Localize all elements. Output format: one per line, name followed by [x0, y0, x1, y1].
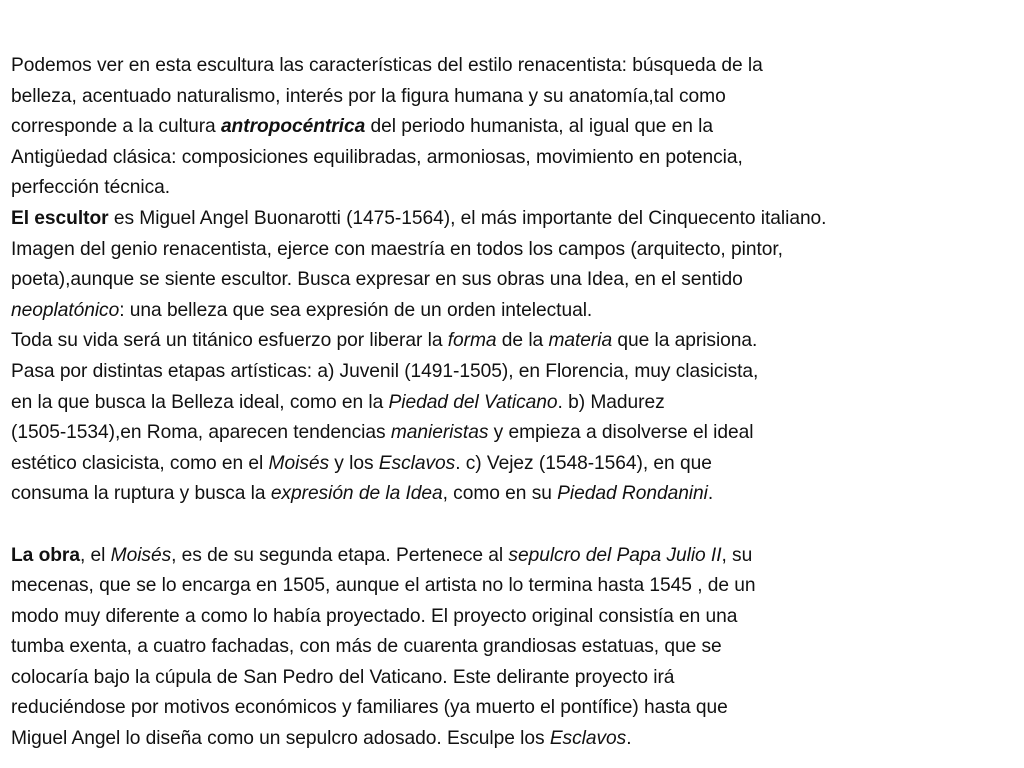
text-run: y empieza a disolverse el ideal [488, 422, 754, 444]
paragraph-2-line-7 [11, 388, 1021, 419]
text-run: en la que busca la Belleza ideal, como en la [11, 391, 389, 413]
emphasis-piedad-del-vaticano: Piedad del Vaticano [388, 391, 558, 413]
text-run: Miguel Angel lo diseña como un sepulcro adosado. Esculpe los [11, 728, 550, 750]
text-run: estético clasicista, como en el [11, 452, 269, 474]
paragraph-3-line-4: tumba exenta, a cuatro fachadas, con más de cuarenta grandiosas estatuas, que se [11, 636, 722, 658]
emphasis-esclavos: Esclavos [378, 452, 456, 474]
text-run: consuma la ruptura y busca la [11, 483, 271, 505]
text-run: . c) Vejez (1548-1564), en que [455, 452, 712, 474]
paragraph-3-line-3: modo muy diferente a como lo había proyectado. El proyecto original consistía en una [11, 605, 738, 627]
text-run: . [626, 728, 632, 750]
emphasis-expresion-de-la-idea: expresión de la Idea [270, 483, 443, 505]
heading-la-obra: La obra [11, 544, 80, 566]
text-block [11, 51, 1021, 755]
paragraph-1-line-5: perfección técnica. [11, 177, 171, 199]
paragraph-1-line-2: belleza, acentuado naturalismo, interés por la figura humana y su anatomía,tal como [11, 85, 726, 107]
paragraph-3-line-7 [11, 724, 1021, 755]
text-run: corresponde a la cultura [11, 116, 221, 138]
text-run: , su [721, 544, 753, 566]
paragraph-2-line-3: poeta),aunque se siente escultor. Busca expresar en sus obras una Idea, en el sentido [11, 269, 743, 291]
paragraph-3-line-1 [11, 541, 1021, 572]
paragraph-1-line-3 [11, 112, 1021, 143]
text-run: y los [329, 452, 379, 474]
paragraph-3-line-2: mecenas, que se lo encarga en 1505, aunque el artista no lo termina hasta 1545 , de un [11, 575, 756, 597]
text-run: de la [496, 330, 549, 352]
emphasis-antropocentrica: antropocéntrica [220, 116, 366, 138]
text-run: del periodo humanista, al igual que en la [365, 116, 713, 138]
paragraph-1-line-1: Podemos ver en esta escultura las características del estilo renacentista: búsqueda de la [11, 55, 763, 76]
paragraph-2-line-8 [11, 418, 1021, 449]
text-run: es Miguel Angel Buonarotti (1475-1564), el más importante del Cinquecento italiano. [108, 207, 827, 229]
emphasis-moises: Moisés [268, 452, 330, 474]
text-run: : una belleza que sea expresión de un orden intelectual. [119, 299, 593, 321]
emphasis-piedad-rondanini: Piedad Rondanini [557, 483, 708, 505]
emphasis-forma: forma [447, 330, 497, 352]
text-run: . b) Madurez [557, 391, 665, 413]
text-run: , es de su segunda etapa. Pertenece al [171, 544, 509, 566]
text-run: (1505-1534),en Roma, aparecen tendencias [11, 422, 391, 444]
text-run: , como en su [442, 483, 558, 505]
text-run: Toda su vida será un titánico esfuerzo por liberar la [11, 330, 448, 352]
paragraph-3-line-6: reduciéndose por motivos económicos y familiares (ya muerto el pontífice) hasta que [11, 697, 728, 719]
paragraph-2-line-1 [11, 204, 1021, 235]
text-run: , el [79, 544, 111, 566]
heading-el-escultor: El escultor [11, 207, 109, 229]
paragraph-2-line-5 [11, 326, 1021, 357]
paragraph-2-line-10 [11, 479, 1021, 510]
paragraph-2-line-4 [11, 296, 1021, 327]
text-run: que la aprisiona. [612, 330, 758, 352]
text-run: . [707, 483, 714, 505]
emphasis-materia: materia [548, 330, 613, 352]
paragraph-2-line-2: Imagen del genio renacentista, ejerce con maestría en todos los campos (arquitecto, pintor, [11, 238, 783, 260]
emphasis-esclavos: Esclavos [549, 728, 627, 750]
emphasis-neoplatonico: neoplatónico [11, 299, 120, 321]
emphasis-manieristas: manieristas [390, 422, 489, 444]
emphasis-sepulcro-papa-julio: sepulcro del Papa Julio II [508, 544, 722, 566]
paragraph-2-line-9 [11, 449, 1021, 480]
emphasis-moises: Moisés [110, 544, 172, 566]
paragraph-spacer [11, 510, 1021, 541]
paragraph-1-line-4: Antigüedad clásica: composiciones equilibradas, armoniosas, movimiento en potencia, [11, 146, 743, 168]
paragraph-2-line-6: Pasa por distintas etapas artísticas: a) Juvenil (1491-1505), en Florencia, muy clasicista, [11, 360, 759, 382]
paragraph-3-line-5: colocaría bajo la cúpula de San Pedro del Vaticano. Este delirante proyecto irá [11, 666, 675, 688]
